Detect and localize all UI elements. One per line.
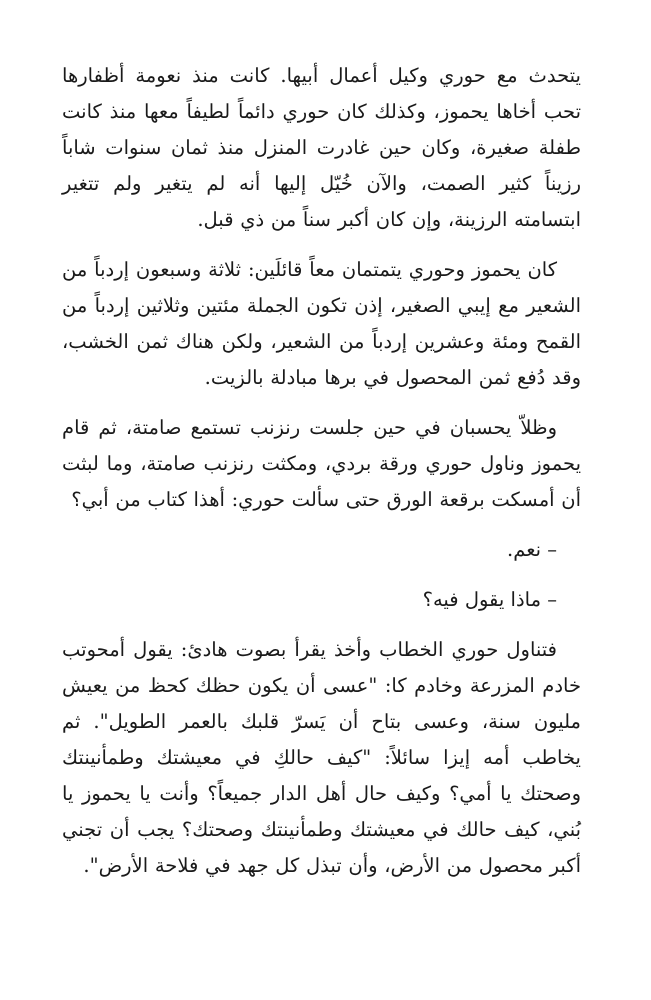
book-page	[62, 58, 581, 980]
paragraph-3: وظلاّ يحسبان في حين جلست رنزنب تستمع صامتة، ثم قام يحموز وناول حوري ورقة بردي، ومكثت رنزنب صامتة، وما لبثت أن أمسكت برقعة الورق حتى سألت حوري: أهذا كتاب من أبي؟	[62, 416, 581, 511]
paragraph-4: فتناول حوري الخطاب وأخذ يقرأ بصوت هادئ: يقول أمحوتب خادم المزرعة وخادم كا: "عسى أن يكون حظك كحظ من يعيش مليون سنة، وعسى بتاح أن يَسرّ قلبك بالعمر الطويل". ثم يخاطب أمه إيزا سائلاً: "كيف حالكِ في معيشتك وطمأنينتك وصحتك يا أمي؟ وكيف حال أهل الدار جميعاً؟ وأنت يا يحموز يا بُني، كيف حالك في معيشتك وطمأنينتك وصحتك؟ يجب أن تجني أكبر محصول من الأرض، وأن تبذل كل جهد في فلاحة الأرض".	[62, 638, 581, 877]
paragraph-2: كان يحموز وحوري يتمتمان معاً قائلَين: ثلاثة وسبعون إردباً من الشعير مع إيبي الصغير، إذن تكون الجملة مئتين وثلاثين إردباً من القمح ومئة وعشرين إردباً من الشعير، ولكن هناك ثمن الخشب، وقد دُفع ثمن المحصول في برها مبادلة بالزيت.	[62, 258, 581, 389]
dialogue-line-1: – نعم.	[507, 538, 557, 561]
dialogue-line-2: – ماذا يقول فيه؟	[422, 588, 557, 611]
paragraph-1: يتحدث مع حوري وكيل أعمال أبيها. كانت منذ نعومة أظفارها تحب أخاها يحموز، وكذلك كان حوري دائماً لطيفاً معها منذ كانت طفلة صغيرة، وكان حين غادرت المنزل منذ ثمان سنوات شاباً رزيناً كثير الصمت، والآن خُيّل إليها أنه لم يتغير ولم تتغير ابتسامته الرزينة، وإن كان أكبر سناً من ذي قبل.	[62, 64, 581, 231]
